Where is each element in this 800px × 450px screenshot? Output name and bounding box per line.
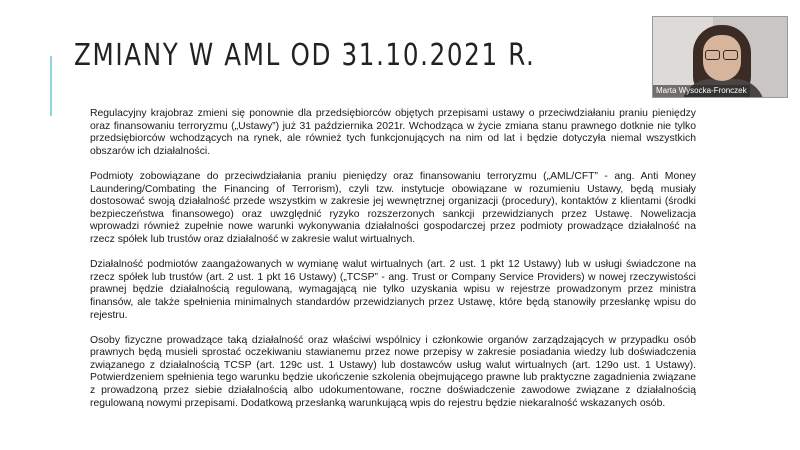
paragraph-2: Podmioty zobowiązane do przeciwdziałania praniu pieniędzy oraz finansowaniu terroryzmu („AML/CFT” - ang. Anti Money Laundering/Combating the Financing of Terrorism), czyli tzw. instytucje obowiązane w rozumieniu Ustawy, będą musiały dostosować swoją działalność przede wszystkim w zakresie jej wewnętrznej organizacji (procedury), kontaktów z klientami (środki bezpieczeństwa finansowego) oraz uwzględnić ryzyko rozszerzonych sankcji przewidzianych przez Ustawę. Nowelizacja wprowadzi również zupełnie nowe warunki wykonywania działalności gospodarczej przez podmioty prowadzące działalność na rzecz spółek lub trustów oraz działalność w zakresie walut wirtualnych. [90, 170, 696, 245]
participant-video-tile[interactable] [652, 16, 788, 98]
paragraph-1: Regulacyjny krajobraz zmieni się ponownie dla przedsiębiorców objętych przepisami ustawy o przeciwdziałaniu praniu pieniędzy oraz finansowaniu terroryzmu („Ustawy”) już 31 października 2021r. Wchodząca w życie zmiana stanu prawnego dotknie nie tylko przedsiębiorców wchodzących na rynek, ale również tych funkcjonujących na nim od lat i będzie dotyczyła niemal wszystkich obszarów ich działalności. [90, 108, 696, 157]
slide-content [90, 108, 696, 410]
paragraph-4: Osoby fizyczne prowadzące taką działalność oraz właściwi wspólnicy i członkowie organów zarządzających w przypadku osób prawnych będą musieli sprostać oczekiwaniu stawianemu przez nowe przepisy w zakresie posiadania wiedzy lub doświadczenia związanego z działalnością TCSP (art. 129c ust. 1 Ustawy) lub dostawców usług walut wirtualnych (art. 129o ust. 1 Ustawy). Potwierdzeniem spełnienia tego warunku będzie ukończenie szkolenia obejmującego prawne lub praktyczne zagadnienia związane z prowadzoną przez siebie działalnością albo udokumentowane, roczne doświadczenie zawodowe związane z działalnością regulowaną nowymi przepisami. Dodatkową przesłanką warunkującą wpis do rejestru będzie niekaralność wskazanych osób. [90, 334, 696, 409]
slide-title: ZMIANY W AML OD 31.10.2021 R. [74, 38, 536, 73]
participant-name-label: Marta Wysocka-Fronczek [653, 85, 750, 97]
glasses-icon [705, 50, 739, 59]
paragraph-3: Działalność podmiotów zaangażowanych w wymianę walut wirtualnych (art. 2 ust. 1 pkt 12 Ustawy) lub w usługi świadczone na rzecz spółek lub trustów (art. 2 ust. 1 pkt 16 Ustawy) („TCSP” - ang. Trust or Company Service Providers) w nowej rzeczywistości prawnej będzie działalnością regulowaną, wymagającą nie tylko uzyskania wpisu w rejestrze prowadzonym przez ministra finansów, ale także spełnienia minimalnych standardów przewidzianych przez Ustawę, które będą stanowiły przesłankę wpisu do rejestru. [90, 259, 696, 321]
title-accent-bar [50, 56, 52, 116]
